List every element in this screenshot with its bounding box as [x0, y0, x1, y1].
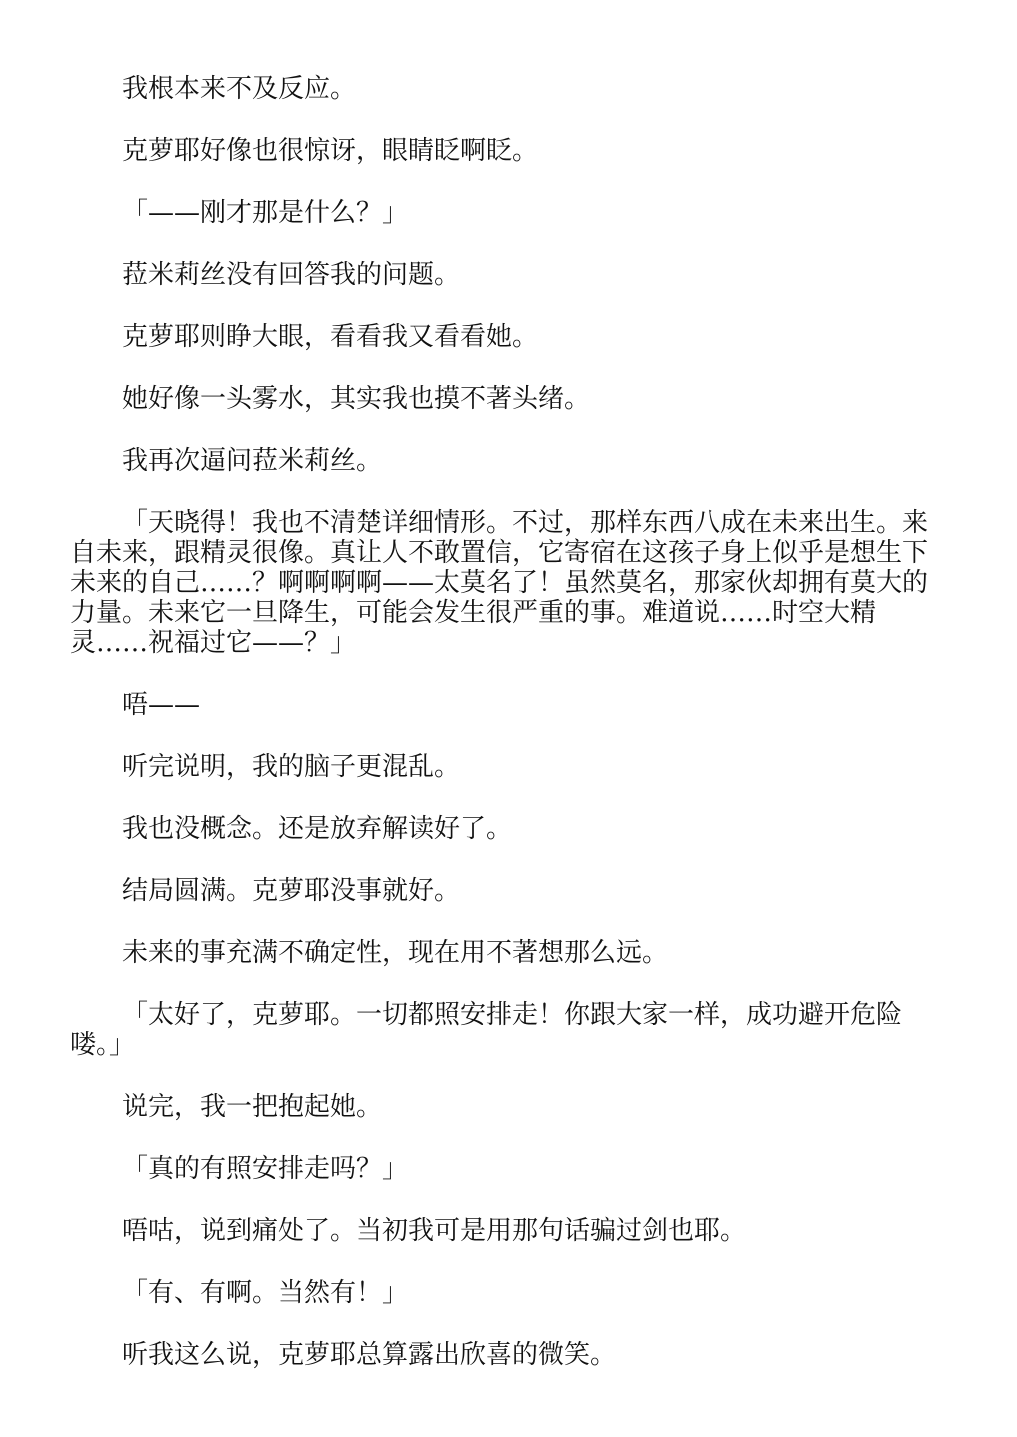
- paragraph: 结局圆满。克萝耶没事就好。: [122, 876, 461, 906]
- paragraph: 「有、有啊。当然有！」: [122, 1278, 409, 1308]
- paragraph: 「太好了，克萝耶。一切都照安排走！你跟大家一样，成功避开危险喽。」: [70, 1000, 903, 1060]
- paragraph: 我再次逼问菈米莉丝。: [122, 446, 383, 476]
- paragraph: 听我这么说，克萝耶总算露出欣喜的微笑。: [122, 1340, 617, 1370]
- paragraph: 我也没概念。还是放弃解读好了。: [122, 814, 513, 844]
- paragraph: 唔——: [122, 690, 201, 720]
- paragraph: 「天晓得！我也不清楚详细情形。不过，那样东西八成在未来出生。来自未来，跟精灵很像。真让人不敢置信，它寄宿在这孩子身上似乎是想生下未来的自己……？啊啊啊啊——太莫名了！虽然莫名，那家伙却拥有莫大的力量。未来它一旦降生，可能会发生很严重的事。难道说……时空大精灵……祝福过它——？」: [70, 508, 929, 658]
- paragraph: 克萝耶则睁大眼，看看我又看看她。: [122, 322, 539, 352]
- paragraph: 她好像一头雾水，其实我也摸不著头绪。: [122, 384, 591, 414]
- paragraph: 唔咕，说到痛处了。当初我可是用那句话骗过剑也耶。: [122, 1216, 747, 1246]
- paragraph: 未来的事充满不确定性，现在用不著想那么远。: [122, 938, 669, 968]
- paragraph: 我根本来不及反应。: [122, 74, 357, 104]
- paragraph: 菈米莉丝没有回答我的问题。: [122, 260, 461, 290]
- paragraph: 「——刚才那是什么？」: [122, 198, 409, 228]
- paragraph: 「真的有照安排走吗？」: [122, 1154, 409, 1184]
- paragraph: 克萝耶好像也很惊讶，眼睛眨啊眨。: [122, 136, 539, 166]
- paragraph: 听完说明，我的脑子更混乱。: [122, 752, 461, 782]
- paragraph: 说完，我一把抱起她。: [122, 1092, 383, 1122]
